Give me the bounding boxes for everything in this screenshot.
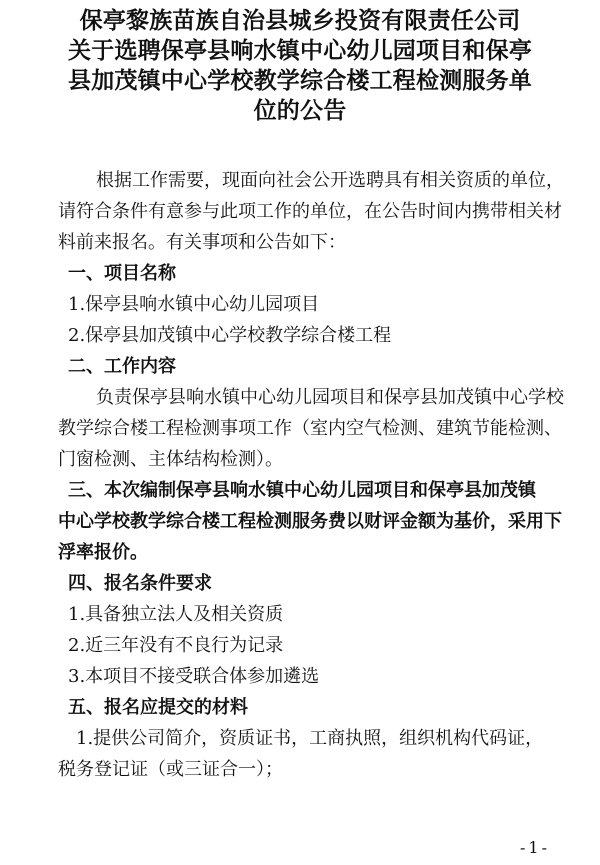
title-line-3: 县加茂镇中心学校教学综合楼工程检测服务单 <box>68 68 532 94</box>
section-1-item-2: 2.保亭县加茂镇中心学校教学综合楼工程 <box>68 325 392 346</box>
title-line-1: 保亭黎族苗族自治县城乡投资有限责任公司 <box>79 8 521 34</box>
section-4-heading: 四、报名条件要求 <box>68 573 212 594</box>
section-5-heading: 五、报名应提交的材料 <box>68 697 248 718</box>
section-2-line-1: 负责保亭县响水镇中心幼儿园项目和保亭县加茂镇中心学校 <box>96 387 564 408</box>
section-2-line-3: 门窗检测、主体结构检测）。 <box>58 449 283 470</box>
section-4-item-2: 2.近三年没有不良行为记录 <box>68 635 284 656</box>
section-5-line-1: 1.提供公司简介，资质证书，工商执照，组织机构代码证， <box>76 728 544 749</box>
section-4-item-3: 3.本项目不接受联合体参加遴选 <box>68 666 320 687</box>
section-2-line-2: 教学综合楼工程检测事项工作（室内空气检测、建筑节能检测、 <box>58 418 562 439</box>
intro-line-3: 料前来报名。有关事项和公告如下： <box>58 232 346 253</box>
section-3-line-2: 中心学校教学综合楼工程检测服务费以财评金额为基价，采用下 <box>58 511 562 532</box>
section-3-line-1: 三、本次编制保亭县响水镇中心幼儿园项目和保亭县加茂镇 <box>68 480 536 501</box>
title-line-2: 关于选聘保亭县响水镇中心幼儿园项目和保亭 <box>68 38 532 64</box>
section-1-heading: 一、项目名称 <box>68 263 176 284</box>
intro-line-2: 请符合条件有意参与此项工作的单位，在公告时间内携带相关材 <box>58 201 562 222</box>
page-number: -1- <box>520 838 550 857</box>
title-line-4: 位的公告 <box>253 98 347 124</box>
intro-line-1: 根据工作需要，现面向社会公开选聘具有相关资质的单位， <box>96 170 564 191</box>
section-3-line-3: 浮率报价。 <box>58 542 148 563</box>
section-1-item-1: 1.保亭县响水镇中心幼儿园项目 <box>68 294 320 315</box>
section-4-item-1: 1.具备独立法人及相关资质 <box>68 604 284 625</box>
section-5-line-2: 税务登记证（或三证合一）； <box>58 759 283 780</box>
section-2-heading: 二、工作内容 <box>68 356 176 377</box>
